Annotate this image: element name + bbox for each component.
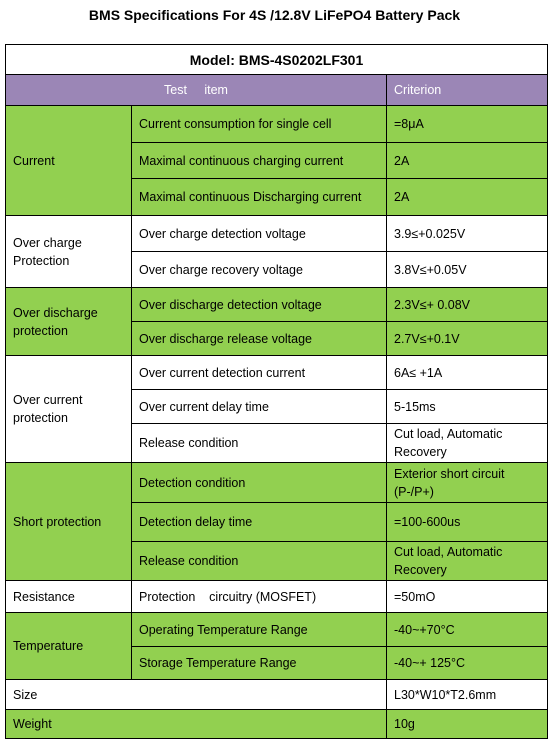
criterion-value: L30*W10*T2.6mm bbox=[387, 680, 548, 710]
test-item: Over charge recovery voltage bbox=[132, 252, 387, 288]
test-item: Over discharge release voltage bbox=[132, 322, 387, 356]
criterion-value: 5-15ms bbox=[387, 390, 548, 424]
test-item: Over discharge detection voltage bbox=[132, 288, 387, 322]
criterion-value: =100-600us bbox=[387, 503, 548, 542]
test-item: Over current detection current bbox=[132, 356, 387, 390]
footer-label: Weight bbox=[6, 710, 387, 739]
group-name: Over discharge protection bbox=[6, 288, 132, 356]
spec-row bbox=[6, 581, 548, 613]
test-item: Maximal continuous Discharging current bbox=[132, 179, 387, 216]
header-criterion: Criterion bbox=[387, 75, 548, 106]
spec-row bbox=[6, 613, 548, 647]
test-item: Release condition bbox=[132, 424, 387, 463]
test-item: Detection delay time bbox=[132, 503, 387, 542]
test-item: Operating Temperature Range bbox=[132, 613, 387, 647]
criterion-value: Cut load, Automatic Recovery bbox=[387, 542, 548, 581]
criterion-value: 2.3V≤+ 0.08V bbox=[387, 288, 548, 322]
group-name: Over current protection bbox=[6, 356, 132, 463]
test-item: Over charge detection voltage bbox=[132, 216, 387, 252]
criterion-value: -40~+ 125°C bbox=[387, 647, 548, 680]
spec-row bbox=[6, 356, 548, 390]
spec-row bbox=[6, 680, 548, 710]
document-title: BMS Specifications For 4S /12.8V LiFePO4 Battery Pack bbox=[88, 7, 461, 23]
group-name: Resistance bbox=[6, 581, 132, 613]
group-name: Short protection bbox=[6, 463, 132, 581]
test-item: Release condition bbox=[132, 542, 387, 581]
criterion-value: Exterior short circuit (P-/P+) bbox=[387, 463, 548, 503]
footer-label: Size bbox=[6, 680, 387, 710]
test-item: Maximal continuous charging current bbox=[132, 143, 387, 179]
group-name: Over charge Protection bbox=[6, 216, 132, 288]
criterion-value: 10g bbox=[387, 710, 548, 739]
criterion-value: =8μA bbox=[387, 106, 548, 143]
spec-row bbox=[6, 463, 548, 503]
criterion-value: 6A≤ +1A bbox=[387, 356, 548, 390]
criterion-value: 3.9≤+0.025V bbox=[387, 216, 548, 252]
test-item: Over current delay time bbox=[132, 390, 387, 424]
test-item: Detection condition bbox=[132, 463, 387, 503]
spec-table bbox=[5, 44, 548, 739]
spec-row bbox=[6, 216, 548, 252]
test-item: Current consumption for single cell bbox=[132, 106, 387, 143]
criterion-value: Cut load, Automatic Recovery bbox=[387, 424, 548, 463]
criterion-value: 2A bbox=[387, 143, 548, 179]
group-name: Temperature bbox=[6, 613, 132, 680]
test-item: Storage Temperature Range bbox=[132, 647, 387, 680]
criterion-value: 2A bbox=[387, 179, 548, 216]
model-label: Model: BMS-4S0202LF301 bbox=[6, 45, 548, 75]
criterion-value: -40~+70°C bbox=[387, 613, 548, 647]
spec-row bbox=[6, 106, 548, 143]
spec-row bbox=[6, 710, 548, 739]
header-test-item: Test item bbox=[6, 75, 387, 106]
spec-row bbox=[6, 288, 548, 322]
group-name: Current bbox=[6, 106, 132, 216]
test-item: Protection circuitry (MOSFET) bbox=[132, 581, 387, 613]
criterion-value: 2.7V≤+0.1V bbox=[387, 322, 548, 356]
criterion-value: =50mO bbox=[387, 581, 548, 613]
criterion-value: 3.8V≤+0.05V bbox=[387, 252, 548, 288]
